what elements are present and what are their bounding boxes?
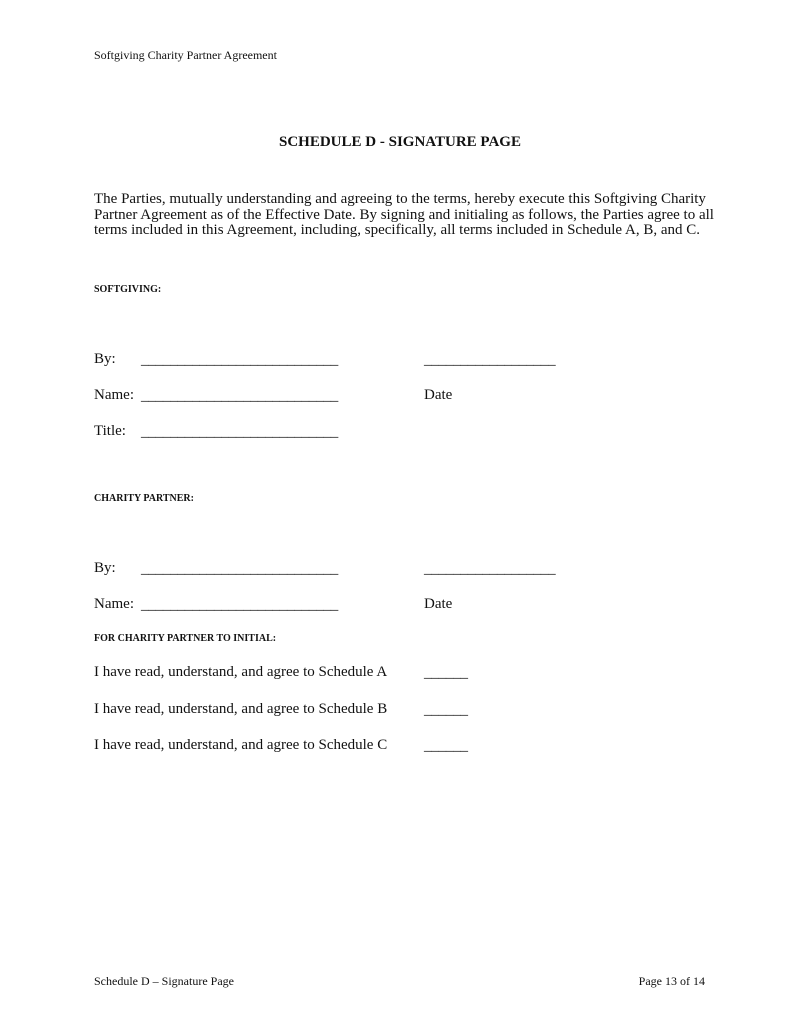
charity-by-label: By: xyxy=(94,560,116,576)
initial-item-c: I have read, understand, and agree to Schedule C xyxy=(94,737,388,753)
footer-left: Schedule D – Signature Page xyxy=(94,974,234,988)
initial-item-b: I have read, understand, and agree to Schedule B xyxy=(94,701,388,717)
charity-heading: CHARITY PARTNER: xyxy=(94,493,194,504)
charity-date-label: Date xyxy=(424,596,453,612)
page-title: SCHEDULE D - SIGNATURE PAGE xyxy=(279,134,521,150)
charity-date-line[interactable]: __________________ xyxy=(424,561,556,577)
charity-name-line[interactable]: ___________________________ xyxy=(141,597,339,613)
softgiving-by-line[interactable]: ___________________________ xyxy=(141,352,339,368)
initial-item-a: I have read, understand, and agree to Schedule A xyxy=(94,664,388,680)
initial-line-a[interactable]: ______ xyxy=(424,665,468,681)
softgiving-date-label: Date xyxy=(424,387,453,403)
initial-line-b[interactable]: ______ xyxy=(424,702,468,718)
softgiving-by-label: By: xyxy=(94,351,116,367)
intro-paragraph: The Parties, mutually understanding and agreeing to the terms, hereby execute this Softgiving Charity Partner Agreement as of the Effective Date. By signing and initialing as follows, the Parties agree to all terms included in this Agreement, including, specifically, all terms included in Schedule A, B, and C. xyxy=(94,191,714,238)
charity-by-line[interactable]: ___________________________ xyxy=(141,561,339,577)
softgiving-name-line[interactable]: ___________________________ xyxy=(141,388,339,404)
charity-name-label: Name: xyxy=(94,596,134,612)
softgiving-title-line[interactable]: ___________________________ xyxy=(141,424,339,440)
page-number: Page 13 of 14 xyxy=(638,974,705,988)
initials-heading: FOR CHARITY PARTNER TO INITIAL: xyxy=(94,633,277,644)
softgiving-name-label: Name: xyxy=(94,387,134,403)
softgiving-date-line[interactable]: __________________ xyxy=(424,352,556,368)
softgiving-heading: SOFTGIVING: xyxy=(94,284,162,295)
initial-line-c[interactable]: ______ xyxy=(424,738,468,754)
running-header: Softgiving Charity Partner Agreement xyxy=(94,48,277,62)
softgiving-title-label: Title: xyxy=(94,423,126,439)
